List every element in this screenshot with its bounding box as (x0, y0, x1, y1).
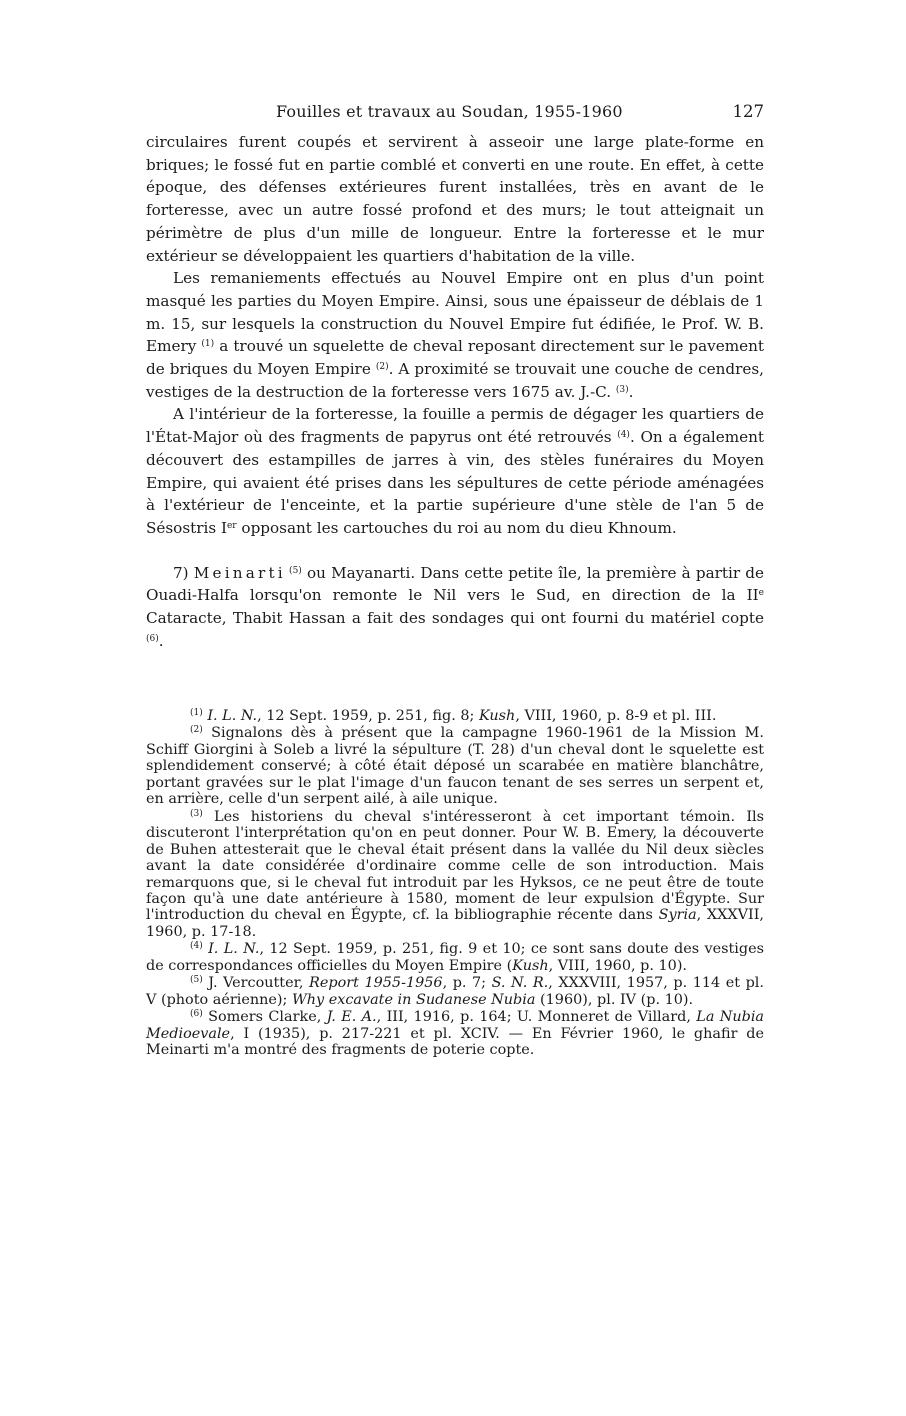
footnote-ref: (3) (615, 384, 629, 395)
footnote-ref: (4) (617, 430, 630, 441)
footnote-6: $^{(6)}$ Somers Clarke, J. E. A., III, 1916, p. 164; U. Monneret de Villard, La Nubia Medioevale, I (1935), p. 217-221 et pl. XCIV. — En Février 1960, le ghafir de Meinarti m'a montré des fragments de poterie copte. (146, 1009, 765, 1059)
footnote-1: $^{(1)}$ I. L. N., 12 Sept. 1959, p. 251, fig. 8; Kush, VIII, 1960, p. 8-9 et pl. III. (190, 708, 717, 724)
footnote-3: $^{(3)}$ Les historiens du cheval s'intéresseront à cet important témoin. Ils discuteront l'interprétation qu'on en peut donner. Pour W. B. Emery, la découverte de Buhen attesterait que le cheval était présent dans la vallée du Nil deux siècles avant la date considérée d'ordinaire comme celle de son introduction. Mais remarquons que, si le cheval fut introduit par les Hyksos, ce ne peut être de toute façon qu'à une date antérieure à 1580, moment de leur expulsion d'Égypte. Sur l'introduction du cheval en Égypte, cf. la bibliographie récente dans Syria, XXXVII, 1960, p. 17-18. (146, 808, 764, 940)
footnote-ref: (2) (375, 362, 389, 373)
superscript: e (758, 588, 764, 599)
footnote-ref: (5) (285, 565, 302, 576)
footnote-2: $^{(2)}$ Signalons dès à présent que la campagne 1960-1961 de la Mission M. Schiff Giorgini à Soleb a livré la sépulture (T. 28) d'un cheval dont le squelette est splendidement conservé; à côté était déposé un scarabée en matière blanchâtre, portant gravées sur le plat l'image d'un faucon tenant de ses serres un serpent et, en arrière, celle d'un serpent ailé, à aile unique. (146, 725, 764, 808)
paragraph-4: 7) Meinarti $^{(5)}$ ou Mayanarti. Dans cette petite île, la première à partir de Ouadi-Halfa lorsqu'on remonte le Nil vers le Sud, en direction de la IIe Cataracte, Thabit Hassan a fait des sondages qui ont fourni du matériel copte $^{(6)}$. (146, 563, 765, 650)
paragraph-1: circulaires furent coupés et servirent à asseoir une large plate-forme en briques; le fossé fut en partie comblé et converti en une route. En effet, à cette époque, des défenses extérieures furent installées, très en avant de le forteresse, avec un autre fossé profond et des murs; le tout atteignait un périmètre de plus d'un mille de longueur. Entre la forteresse et le mur extérieur se développaient les quartiers d'habitation de la ville. (146, 133, 764, 265)
page-number: 127 (732, 102, 764, 121)
running-title: Fouilles et travaux au Soudan, 1955-1960 (276, 102, 623, 121)
page-header (146, 98, 764, 126)
superscript: er (226, 520, 237, 531)
site-name: Meinarti (193, 563, 286, 582)
paragraph-3: A l'intérieur de la forteresse, la fouille a permis de dégager les quartiers de l'État-Major où des fragments de papyrus ont été retrouvés $^{(4)}$. On a également découvert des estampilles de jarres à vin, des stèles funéraires du Moyen Empire, qui avaient été prises dans les sépultures de cette période aménagées à l'extérieur de l'enceinte, et la partie supérieure d'une stèle de l'an 5 de Sésostris Ier opposant les cartouches du roi au nom du dieu Khnoum. (146, 405, 764, 537)
footnote-4: $^{(4)}$ I. L. N., 12 Sept. 1959, p. 251, fig. 9 et 10; ce sont sans doute des vestiges de correspondances officielles du Moyen Empire (Kush, VIII, 1960, p. 10). (146, 941, 764, 974)
paragraph-2: Les remaniements effectués au Nouvel Empire ont en plus d'un point masqué les parties du Moyen Empire. Ainsi, sous une épaisseur de déblais de 1 m. 15, sur lesquels la construction du Nouvel Empire fut édifiée, le Prof. W. B. Emery $^{(1)}$ a trouvé un squelette de cheval reposant directement sur le pavement de briques du Moyen Empire $^{(2)}$. A proximité se trouvait une couche de cendres, vestiges de la destruction de la forteresse vers 1675 av. J.-C. $^{(3)}$. (146, 269, 764, 401)
footnotes (146, 708, 764, 1059)
footnote-ref: (6) (146, 633, 159, 644)
body-text (146, 131, 764, 652)
footnote-ref: (1) (201, 339, 215, 350)
footnote-5: $^{(5)}$ J. Vercoutter, Report 1955-1956, p. 7; S. N. R., XXXVIII, 1957, p. 114 et pl. V (photo aérienne); Why excavate in Sudanese Nubia (1960), pl. IV (p. 10). (146, 975, 764, 1008)
